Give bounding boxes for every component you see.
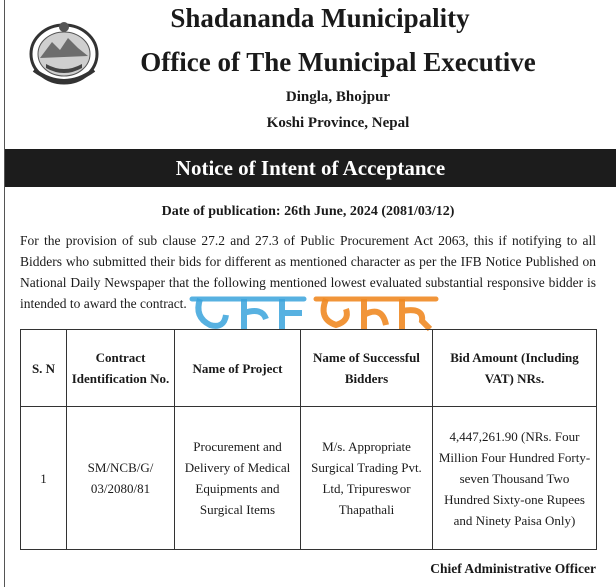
cell-bidder-name: M/s. Appropriate Surgical Trading Pvt. Ltd, Tripureswor Thapathali: [301, 407, 433, 550]
notice-title: Notice of Intent of Acceptance: [175, 155, 446, 180]
address-line-2: Koshi Province, Nepal: [266, 115, 410, 131]
office-name: Office of The Municipal Executive: [140, 47, 536, 77]
site-watermark-logo: [186, 285, 448, 335]
notice-body-text: For the provision of sub clause 27.2 and 27.3 of Public Procurement Act 2063, this if notifying to all Bidders who submitted their bids for different as mentioned character as per the IFB Notice Published on National Daily Newspaper that the following mentioned lowest evaluated substantial responsive bidder is intended to award the contract.: [20, 233, 596, 311]
bid-results-table: [20, 329, 597, 550]
header-bidder-name: Name of Successful Bidders: [301, 330, 433, 407]
header-project-name: Name of Project: [175, 330, 301, 407]
header-contract-id: Contract Identification No.: [67, 330, 175, 407]
header-bid-amount: Bid Amount (Including VAT) NRs.: [433, 330, 597, 407]
address-line-1: Dingla, Bhojpur: [285, 89, 391, 105]
table-row: [21, 407, 597, 550]
header-sn: S. N: [21, 330, 67, 407]
municipality-name: Shadananda Municipality: [170, 3, 470, 33]
left-border-rule: [4, 0, 5, 587]
publication-date: Date of publication: 26th June, 2024 (2081/03/12): [161, 204, 455, 219]
notice-title-banner: [5, 149, 616, 187]
table-header-row: [21, 330, 597, 407]
cell-project-name: Procurement and Delivery of Medical Equipments and Surgical Items: [175, 407, 301, 550]
cell-contract-id: SM/NCB/G/ 03/2080/81: [67, 407, 175, 550]
cell-bid-amount: 4,447,261.90 (NRs. Four Million Four Hundred Forty-seven Thousand Two Hundred Sixty-one Rupees and Ninety Paisa Only): [433, 407, 597, 550]
cell-sn: 1: [21, 407, 67, 550]
signatory-title: Chief Administrative Officer: [430, 561, 596, 576]
